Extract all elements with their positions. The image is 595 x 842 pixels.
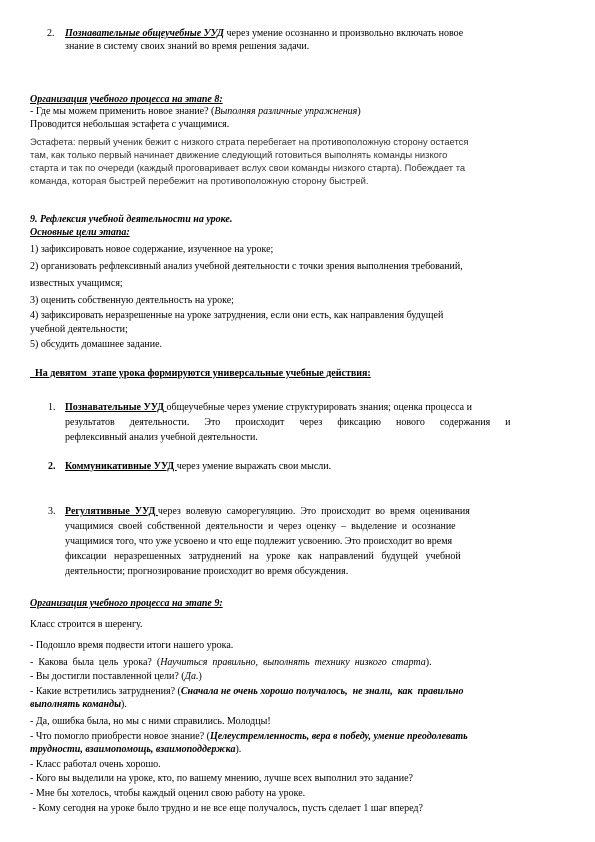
relay-text-line: там, как только первый начинает движение следующий готовиться выполнять команды низкого (30, 149, 448, 160)
goals-heading: Основные цели этапа: (30, 227, 130, 238)
paragraph-line: знание в систему своих знаний во время решения задачи. (65, 41, 310, 52)
uud-term: Регулятивные УУД (65, 506, 158, 517)
dialogue-line: - Какие встретились затруднения? (Сначала не очень хорошо получалось, не знали, как правильно (30, 686, 464, 697)
dialogue-line: - Класс работал очень хорошо. (30, 759, 161, 770)
list-item: 1) зафиксировать новое содержание, изученное на уроке; (30, 244, 274, 255)
paragraph-line: учащимися своей собственной деятельности и через оценку – выделение и осознание (65, 521, 456, 532)
dialogue-line: - Подошло время подвести итоги нашего урока. (30, 640, 234, 651)
uud-term: Коммуникативные УУД (65, 461, 177, 472)
section-heading: На девятом этапе урока формируются универсальные учебные действия: (30, 368, 371, 379)
list-item: 4) зафиксировать неразрешенные на уроке затруднения, если они есть, как направления будущей (30, 310, 444, 321)
dialogue-line: - Какова была цель урока? (Научиться правильно, выполнять технику низкого старта). (30, 657, 432, 668)
list-number: 3. (48, 506, 56, 517)
dialogue-line: - Что помогло приобрести новое знание? (Целеустремленность, вера в победу, умение преодолевать (30, 731, 468, 742)
dialogue-line: - Да, ошибка была, но мы с ними справились. Молодцы! (30, 716, 271, 727)
uud-item-line (65, 28, 547, 40)
section-heading: 9. Рефлексия учебной деятельности на уроке. (30, 214, 233, 225)
paragraph-line: учащимися того, что уже усвоено и что еще подлежит усвоению. Это происходит во время (65, 536, 453, 547)
paragraph-line: Класс строится в шеренгу. (30, 619, 143, 630)
uud-item-line: Познавательные УУД общеучебные через умение структурировать знания; оценка процесса и (65, 402, 472, 413)
relay-text-line: команда, которая быстрей перебежит на противоположную сторону быстрей. (30, 175, 369, 186)
dialogue-line: - Вы достигли поставленной цели? (Да.) (30, 671, 202, 682)
uud-term: Познавательные общеучебные УУД (65, 28, 224, 39)
relay-text-line: старта и так по очереди (каждый проговаривает вслух свои команды низкого старта). Побеждает та (30, 162, 466, 173)
question-line: - Где мы можем применить новое знание? (Выполняя различные упражнения) (30, 106, 361, 117)
list-item: учебной деятельности; (30, 324, 128, 335)
section-heading: Организация учебного процесса на этапе 9: (30, 598, 223, 609)
list-item: 3) оценить собственную деятельность на уроке; (30, 295, 234, 306)
relay-text-line: Эстафета: первый ученик бежит с низкого страта перебегает на противоположную сторону остается (30, 136, 469, 147)
list-number: 2. (48, 461, 56, 472)
uud-item-line: Регулятивные УУД через волевую саморегуляцию. Это происходит во время оценивания (65, 506, 470, 517)
list-number: 2. (47, 28, 55, 39)
paragraph-line: Проводится небольшая эстафета с учащимися. (30, 119, 230, 130)
dialogue-line: - Мне бы хотелось, чтобы каждый оценил свою работу на уроке. (30, 788, 306, 799)
uud-term: Познавательные УУД (65, 402, 167, 413)
dialogue-line: - Кого вы выделили на уроке, кто, по вашему мнению, лучше всех выполнил это задание? (30, 773, 413, 784)
dialogue-line: выполнять команды). (30, 699, 127, 710)
list-number: 1. (48, 402, 56, 413)
list-item: известных учащимся; (30, 278, 123, 289)
uud-text: через умение осознанно и произвольно включать новое (223, 28, 464, 39)
paragraph-line: рефлексивный анализ учебной деятельности. (65, 432, 258, 443)
section-heading: Организация учебного процесса на этапе 8: (30, 94, 223, 105)
paragraph-line: фиксации неразрешенных затруднений на уроке как направлений будущей учебной (65, 551, 461, 562)
dialogue-line: - Кому сегодня на уроке было трудно и не все еще получалось, пусть сделает 1 шаг вперед? (30, 803, 423, 814)
uud-item-line: Коммуникативные УУД через умение выражать свои мысли. (65, 461, 332, 472)
list-item: 5) обсудить домашнее задание. (30, 339, 163, 350)
paragraph-line: деятельности; прогнозирование происходит во время обсуждения. (65, 566, 349, 577)
dialogue-line: трудности, взаимопомощь, взаимоподдержка). (30, 744, 242, 755)
list-item: 2) организовать рефлексивный анализ учебной деятельности с точки зрения выполнения требований, (30, 261, 463, 272)
paragraph-line: результатов деятельности. Это происходит через фиксацию нового содержания и (65, 417, 511, 428)
